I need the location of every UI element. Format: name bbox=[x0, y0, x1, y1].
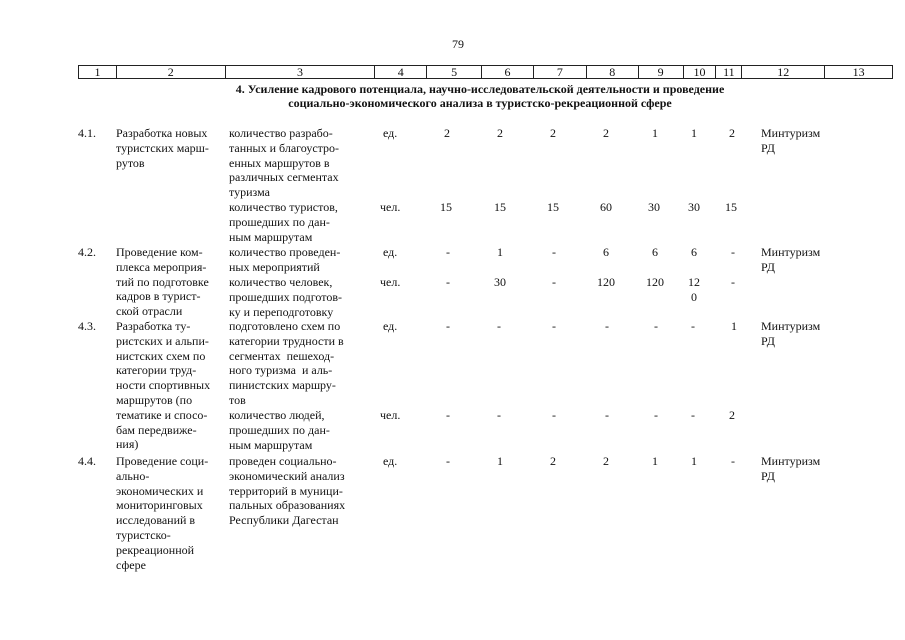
value-cell: 15 bbox=[547, 200, 559, 214]
unit-cell: чел. bbox=[380, 275, 401, 289]
value-cell: 15 bbox=[494, 200, 506, 214]
value-cell: 120 bbox=[597, 275, 615, 289]
value-cell: 120 bbox=[646, 275, 664, 289]
indicator-label: проведен социально- экономический анализ территорий в муници- пальных образованиях Республики Дагестан bbox=[229, 454, 346, 528]
value-cell: - bbox=[446, 245, 450, 259]
value-cell: - bbox=[654, 319, 658, 333]
value-cell: 2 bbox=[550, 126, 556, 140]
header-col-5: 5 bbox=[427, 66, 482, 78]
value-cell: - bbox=[552, 319, 556, 333]
value-cell: - bbox=[552, 245, 556, 259]
header-col-10: 10 bbox=[684, 66, 717, 78]
value-cell: 2 bbox=[444, 126, 450, 140]
value-cell: - bbox=[731, 454, 735, 468]
value-cell: - bbox=[552, 408, 556, 422]
row-number: 4.4. bbox=[78, 454, 96, 468]
indicator-label: количество людей, прошедших по дан- ным маршрутам bbox=[229, 408, 330, 452]
unit-cell: ед. bbox=[383, 245, 398, 259]
value-cell: 6 bbox=[603, 245, 609, 259]
value-cell: 12 0 bbox=[688, 275, 700, 304]
value-cell: 1 bbox=[652, 126, 658, 140]
value-cell: 2 bbox=[550, 454, 556, 468]
header-col-8: 8 bbox=[587, 66, 639, 78]
header-col-6: 6 bbox=[482, 66, 534, 78]
measure-name: Проведение соци- ально- экономических и мониторинговых исследований в туристско- рекреационной сфере bbox=[116, 454, 209, 572]
value-cell: - bbox=[691, 408, 695, 422]
value-cell: - bbox=[731, 245, 735, 259]
value-cell: 15 bbox=[440, 200, 452, 214]
value-cell: 2 bbox=[729, 126, 735, 140]
value-cell: 30 bbox=[494, 275, 506, 289]
executor-cell: Минтуризм РД bbox=[761, 319, 821, 348]
indicator-label: количество разрабо- танных и благоустро- енных маршрутов в различных сегментах туризма bbox=[229, 126, 340, 200]
row-number: 4.3. bbox=[78, 319, 96, 333]
measure-name: Проведение ком- плекса мероприя- тий по подготовке кадров в турист- ской отрасли bbox=[116, 245, 209, 319]
value-cell: - bbox=[691, 319, 695, 333]
row-number: 4.1. bbox=[78, 126, 96, 140]
header-col-2: 2 bbox=[117, 66, 226, 78]
value-cell: 30 bbox=[688, 200, 700, 214]
value-cell: 1 bbox=[691, 126, 697, 140]
value-cell: 1 bbox=[497, 245, 503, 259]
value-cell: - bbox=[605, 408, 609, 422]
section-title: 4. Усиление кадрового потенциала, научно-исследовательской деятельности и проведение социально-экономического анализа в туристско-рекреационной сфере bbox=[235, 82, 725, 110]
page-number: 79 bbox=[452, 37, 464, 51]
indicator-label: количество туристов, прошедших по дан- ным маршрутам bbox=[229, 200, 338, 244]
value-cell: 6 bbox=[652, 245, 658, 259]
value-cell: 2 bbox=[603, 126, 609, 140]
value-cell: - bbox=[446, 454, 450, 468]
executor-cell: Минтуризм РД bbox=[761, 454, 821, 483]
unit-cell: ед. bbox=[383, 454, 398, 468]
value-cell: - bbox=[497, 319, 501, 333]
value-cell: - bbox=[446, 275, 450, 289]
value-cell: 1 bbox=[652, 454, 658, 468]
row-number: 4.2. bbox=[78, 245, 96, 259]
value-cell: 60 bbox=[600, 200, 612, 214]
value-cell: 1 bbox=[497, 454, 503, 468]
executor-cell: Минтуризм РД bbox=[761, 126, 821, 155]
unit-cell: ед. bbox=[383, 319, 398, 333]
header-col-7: 7 bbox=[534, 66, 587, 78]
value-cell: - bbox=[446, 319, 450, 333]
indicator-label: подготовлено схем по категории трудности в сегментах пешеход- ного туризма и аль- пинистских маршру- тов bbox=[229, 319, 344, 407]
header-col-9: 9 bbox=[639, 66, 684, 78]
unit-cell: чел. bbox=[380, 200, 401, 214]
executor-cell: Минтуризм РД bbox=[761, 245, 821, 274]
value-cell: - bbox=[654, 408, 658, 422]
value-cell: - bbox=[731, 275, 735, 289]
measure-name: Разработка новых туристских марш- рутов bbox=[116, 126, 209, 170]
column-number-header bbox=[78, 65, 893, 79]
indicator-label: количество человек, прошедших подготов- ку и переподготовку bbox=[229, 275, 342, 319]
value-cell: 30 bbox=[648, 200, 660, 214]
header-col-11: 11 bbox=[716, 66, 742, 78]
header-col-13: 13 bbox=[852, 65, 865, 79]
indicator-label: количество проведен- ных мероприятий bbox=[229, 245, 341, 274]
value-cell: - bbox=[446, 408, 450, 422]
measure-name: Разработка ту- ристских и альпи- нистских схем по категории труд- ности спортивных маршрутов (по тематике и спосо- бам передвиже- ния) bbox=[116, 319, 211, 452]
unit-cell: ед. bbox=[383, 126, 398, 140]
header-col-1: 1 bbox=[79, 66, 117, 78]
value-cell: 15 bbox=[725, 200, 737, 214]
header-col-3: 3 bbox=[226, 66, 376, 78]
header-col-4: 4 bbox=[375, 66, 427, 78]
value-cell: 6 bbox=[691, 245, 697, 259]
unit-cell: чел. bbox=[380, 408, 401, 422]
value-cell: 1 bbox=[691, 454, 697, 468]
value-cell: 1 bbox=[731, 319, 737, 333]
value-cell: - bbox=[605, 319, 609, 333]
value-cell: 2 bbox=[603, 454, 609, 468]
value-cell: 2 bbox=[497, 126, 503, 140]
header-col-12: 12 bbox=[742, 66, 825, 78]
value-cell: - bbox=[497, 408, 501, 422]
value-cell: - bbox=[552, 275, 556, 289]
value-cell: 2 bbox=[729, 408, 735, 422]
